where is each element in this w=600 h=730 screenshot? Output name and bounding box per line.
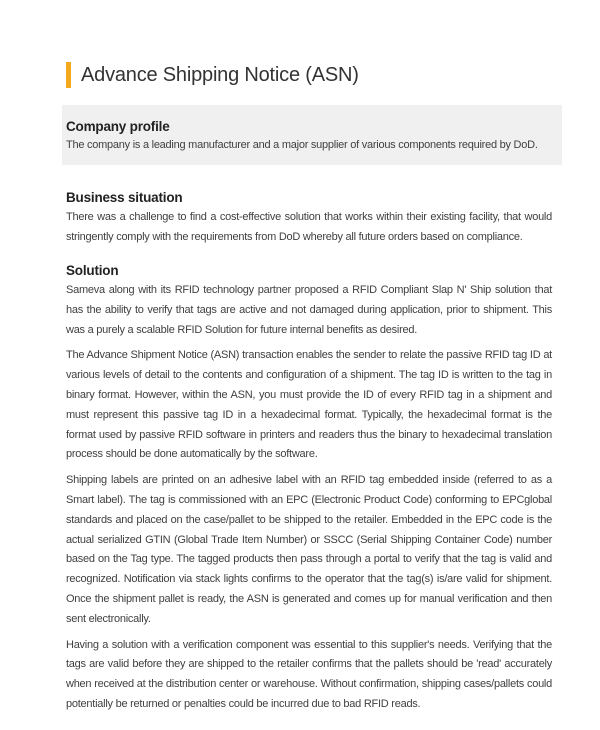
solution-paragraph: Having a solution with a verification component was essential to this supplier's needs. Verifying that the tags are valid before they are shipped to the retailer confirms that the pallets should be 'read' accurately when received at the distribution center or warehouse. Without confirmation, shipping cases/pallets could potentially be returned or penalties could be incurred due to bad RFID reads. — [66, 638, 552, 710]
solution-paragraph: The Advance Shipment Notice (ASN) transaction enables the sender to relate the passive RFID tag ID at various levels of detail to the contents and configuration of a shipment. The tag ID is written to the tag in binary format. However, within the ASN, you must provide the ID of every RFID tag in a shipment and must represent this passive tag ID in a hexadecimal format. Typically, the hexadecimal format is the format used by passive RFID software in printers and readers thus the binary to hexadecimal translation process should be done automatically by the software. — [66, 349, 552, 461]
solution-heading: Solution — [66, 263, 119, 278]
company-profile-heading: Company profile — [66, 119, 170, 134]
solution-paragraph: Shipping labels are printed on an adhesive label with an RFID tag embedded inside (referred to as a Smart label). The tag is commissioned with an EPC (Electronic Product Code) conforming to EPCglobal standards and placed on the case/pallet to be shipped to the retailer. Embedded in the EPC code is the actual serialized GTIN (Global Trade Item Number) or SSCC (Serial Shipping Container Code) number based on the Tag type. The tagged products then pass through a portal to verify that the tag is valid and recognized. Notification via stack lights confirms to the operator that the tag(s) is/are valid for shipment. Once the shipment pallet is ready, the ASN is generated and comes up for manual verification and then sent electronically. — [66, 474, 552, 625]
business-situation-text: There was a challenge to find a cost-effective solution that works within their existing facility, that would stringently comply with the requirements from DoD whereby all future orders based on compliance. — [66, 211, 552, 243]
business-situation-section — [66, 190, 552, 248]
company-profile-box — [62, 105, 562, 165]
title-accent-bar — [66, 62, 71, 88]
business-situation-heading: Business situation — [66, 190, 183, 205]
page-title: Advance Shipping Notice (ASN) — [81, 63, 359, 86]
company-profile-text: The company is a leading manufacturer and a major supplier of various components required by DoD. — [66, 139, 538, 151]
solution-paragraph: Sameva along with its RFID technology partner proposed a RFID Compliant Slap N' Ship solution that has the ability to verify that tags are active and not damaged during application, prior to shipment. This was a purely a scalable RFID Solution for future internal benefits as desired. — [66, 284, 552, 336]
solution-section — [66, 263, 552, 715]
title-row — [66, 62, 359, 88]
